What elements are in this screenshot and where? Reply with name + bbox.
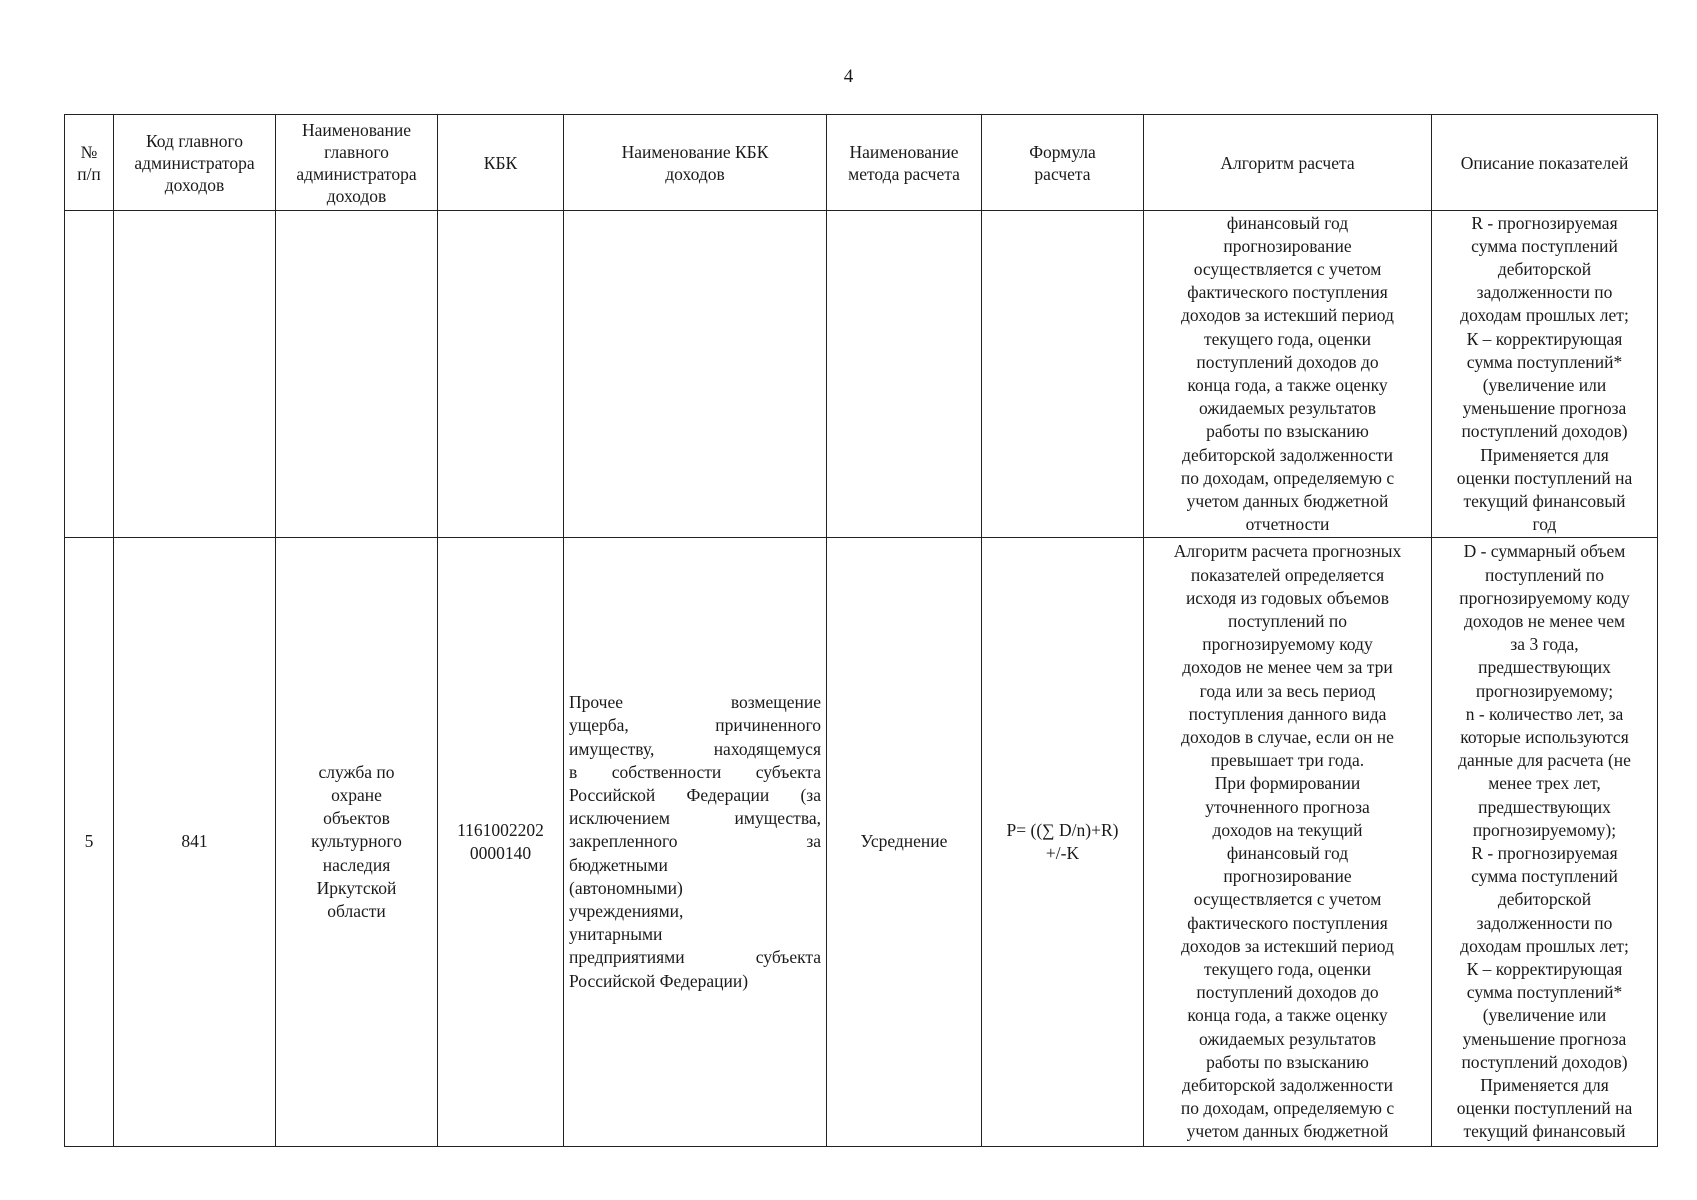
kbk-name-line: Прочее возмещение xyxy=(569,692,821,713)
table-row xyxy=(65,538,1658,1147)
kbk-cell: 1161002202 0000140 xyxy=(438,538,564,1147)
kbk-name-line: унитарными xyxy=(569,924,663,945)
empty-cell xyxy=(114,211,276,538)
admin-code-cell: 841 xyxy=(114,538,276,1147)
method-cell: Усреднение xyxy=(827,538,982,1147)
header-formula: Формула расчета xyxy=(982,115,1144,211)
empty-cell xyxy=(564,211,827,538)
kbk-name-line: закрепленного за xyxy=(569,831,821,852)
algorithm-cell: финансовый год прогнозирование осуществляется с учетом фактического поступления доходов за истекший период текущего года, оценки поступлений доходов до конца года, а также оценку ожидаемых результатов работы по взысканию дебиторской задолженности по доходам, определяемую с учетом данных бюджетной отчетности xyxy=(1144,211,1432,538)
empty-cell xyxy=(982,211,1144,538)
kbk-name-line: Российской Федерации (за xyxy=(569,784,821,805)
empty-cell xyxy=(276,211,438,538)
kbk-name-line: имуществу, находящемуся xyxy=(569,738,821,759)
admin-name-cell: служба по охране объектов культурного наследия Иркутской области xyxy=(276,538,438,1147)
header-algorithm: Алгоритм расчета xyxy=(1144,115,1432,211)
description-cell: D - суммарный объем поступлений по прогнозируемому коду доходов не менее чем за 3 года, предшествующих прогнозируемому; n - количество лет, за которые используются данные для расчета (не менее трех лет, предшествующих прогнозируемому); R - прогнозируемая сумма поступлений дебиторской задолженности по доходам прошлых лет; К – корректирующая сумма поступлений* (увеличение или уменьшение прогноза поступлений доходов) Применяется для оценки поступлений на текущий финансовый xyxy=(1432,538,1658,1147)
kbk-name-line: ущерба, причиненного xyxy=(569,715,821,736)
header-admin-name: Наименование главного администратора доходов xyxy=(276,115,438,211)
algorithm-cell: Алгоритм расчета прогнозных показателей определяется исходя из годовых объемов поступлений по прогнозируемому коду доходов не менее чем за три года или за весь период поступления данного вида доходов в случае, если он не превышает три года. При формировании уточненного прогноза доходов на текущий финансовый год прогнозирование осуществляется с учетом фактического поступления доходов за истекший период текущего года, оценки поступлений доходов до конца года, а также оценку ожидаемых результатов работы по взысканию дебиторской задолженности по доходам, определяемую с учетом данных бюджетной xyxy=(1144,538,1432,1147)
row-number-cell: 5 xyxy=(65,538,114,1147)
kbk-name-line: исключением имущества, xyxy=(569,808,821,829)
header-description: Описание показателей xyxy=(1432,115,1658,211)
kbk-name-cell xyxy=(564,538,827,1147)
revenue-forecast-table xyxy=(64,114,1658,1147)
header-method: Наименование метода расчета xyxy=(827,115,982,211)
empty-cell xyxy=(827,211,982,538)
kbk-name-line: Российской Федерации) xyxy=(569,970,749,991)
header-kbk: КБК xyxy=(438,115,564,211)
kbk-name-line: в собственности субъекта xyxy=(569,761,821,782)
table-row xyxy=(65,211,1658,538)
kbk-name-line: (автономными) xyxy=(569,877,683,898)
formula-cell: P= ((∑ D/n)+R) +/-K xyxy=(982,538,1144,1147)
header-row xyxy=(65,115,1658,211)
header-number: № п/п xyxy=(65,115,114,211)
empty-cell xyxy=(438,211,564,538)
kbk-name-line: предприятиями субъекта xyxy=(569,947,821,968)
empty-cell xyxy=(65,211,114,538)
kbk-name-line: бюджетными xyxy=(569,854,668,875)
page-number: 4 xyxy=(843,66,854,87)
description-cell: R - прогнозируемая сумма поступлений дебиторской задолженности по доходам прошлых лет; К – корректирующая сумма поступлений* (увеличение или уменьшение прогноза поступлений доходов) Применяется для оценки поступлений на текущий финансовый год xyxy=(1432,211,1658,538)
kbk-name-line: учреждениями, xyxy=(569,901,684,921)
header-admin-code: Код главного администратора доходов xyxy=(114,115,276,211)
header-kbk-name: Наименование КБК доходов xyxy=(564,115,827,211)
